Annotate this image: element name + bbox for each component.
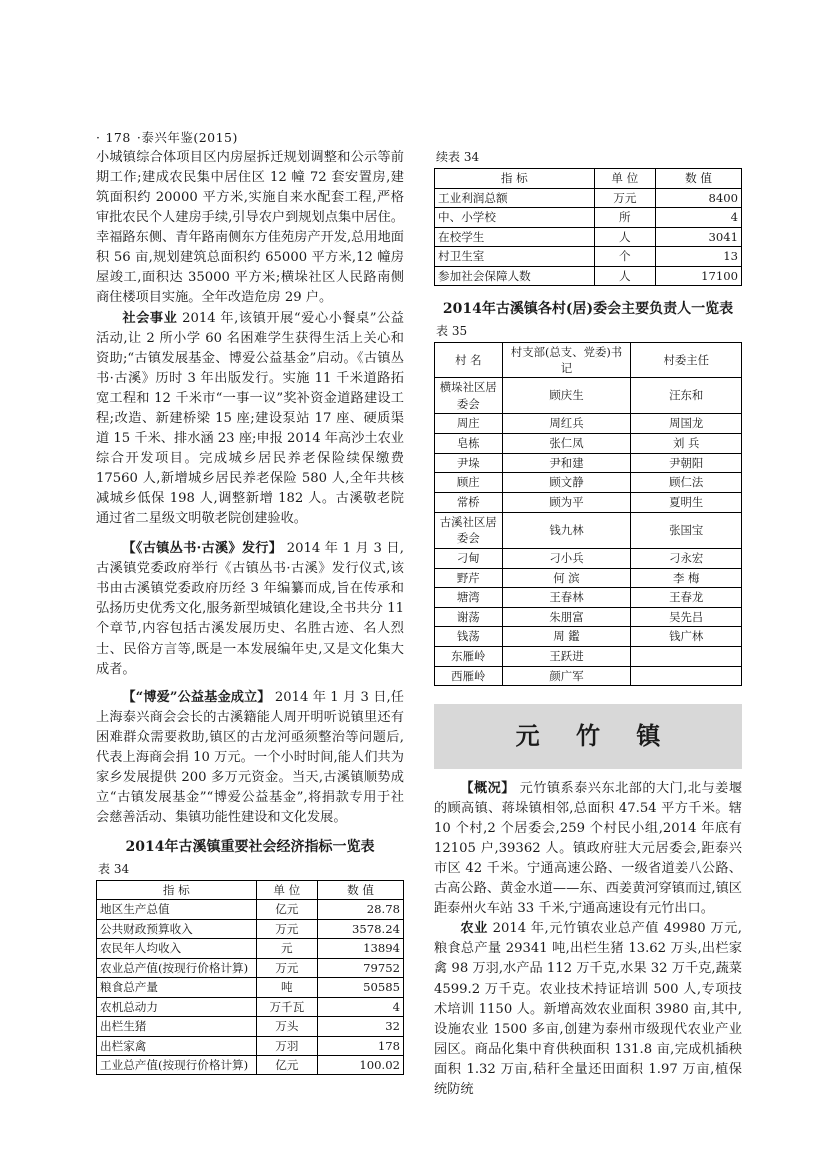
cell-village: 顾庄 xyxy=(435,473,503,493)
cell-director: 顾仁法 xyxy=(631,473,742,493)
table-row xyxy=(435,647,742,667)
cell-value: 178 xyxy=(318,1036,404,1055)
cell-indicator: 中、小学校 xyxy=(435,208,595,227)
table-row-header xyxy=(435,169,742,188)
cell-secretary: 周红兵 xyxy=(502,414,631,434)
cell-indicator: 工业总产值(按现行价格计算) xyxy=(97,1055,257,1074)
table-row xyxy=(97,1036,404,1055)
cell-indicator: 农机总动力 xyxy=(97,997,257,1016)
table-row xyxy=(435,512,742,548)
cell-director: 周国龙 xyxy=(631,414,742,434)
cell-secretary: 何 滨 xyxy=(502,568,631,588)
table-34-header-unit: 单 位 xyxy=(256,880,317,899)
cell-director: 夏明生 xyxy=(631,493,742,513)
cell-value: 50585 xyxy=(318,978,404,997)
table-35 xyxy=(434,342,742,687)
table-row xyxy=(97,997,404,1016)
cell-village: 西雁岭 xyxy=(435,666,503,686)
right-column xyxy=(434,148,742,1100)
table-row xyxy=(435,378,742,414)
table-row xyxy=(435,473,742,493)
cell-value: 28.78 xyxy=(318,900,404,919)
cell-indicator: 地区生产总值 xyxy=(97,900,257,919)
cell-indicator: 农民年人均收入 xyxy=(97,939,257,958)
cell-unit: 万头 xyxy=(256,1017,317,1036)
cell-indicator: 出栏生猪 xyxy=(97,1017,257,1036)
table-34-title: 2014年古溪镇重要社会经济指标一览表 xyxy=(125,839,375,856)
section-banner-yuanzhu-town: 元 竹 镇 xyxy=(434,704,742,768)
table-row xyxy=(435,493,742,513)
table-34-header-indicator: 指 标 xyxy=(97,880,257,899)
paragraph-continued: 小城镇综合体项目区内房屋拆迁规划调整和公示等前期工作;建成农民集中居住区 12 幢 72 套安置房,建筑面积约 20000 平方米,实施自来水配套工程,严格审批农民个人建房手续,引导农户到规划点集中居住。幸福路东侧、青年路南侧东方佳苑房产开发,总用地面积 56 亩,规划建筑总面积约 65000 平方米,12 幢房屋竣工,面积达 35000 平方米;横垛社区人民路南侧商住楼项目实施。全年改造危房 29 户。 xyxy=(96,150,404,306)
cell-director: 刁永宏 xyxy=(631,548,742,568)
cell-director xyxy=(631,647,742,667)
table-row xyxy=(435,227,742,246)
table-row xyxy=(435,453,742,473)
cell-director: 李 梅 xyxy=(631,568,742,588)
cell-value: 8400 xyxy=(656,188,742,207)
cell-unit: 人 xyxy=(594,266,655,285)
cell-director: 刘 兵 xyxy=(631,434,742,454)
table-34-number: 表 34 xyxy=(98,861,130,876)
table-35-header-director: 村委主任 xyxy=(631,342,742,377)
cell-village: 谢荡 xyxy=(435,607,503,627)
cell-indicator: 村卫生室 xyxy=(435,247,595,266)
table-35-header-village: 村 名 xyxy=(435,342,503,377)
cell-unit: 万羽 xyxy=(256,1036,317,1055)
cell-value: 13894 xyxy=(318,939,404,958)
overview-label: 【概况】 xyxy=(460,780,515,796)
cell-village: 常桥 xyxy=(435,493,503,513)
cell-secretary: 王春林 xyxy=(502,588,631,608)
cell-indicator: 农业总产值(按现行价格计算) xyxy=(97,958,257,977)
table-row xyxy=(435,666,742,686)
cell-director: 吴先吕 xyxy=(631,607,742,627)
table-row-header xyxy=(435,342,742,377)
table-34 xyxy=(96,880,404,1076)
agriculture-body: 2014 年,元竹镇农业总产值 49980 万元,粮食总产量 29341 吨,出栏生猪 13.62 万头,出栏家禽 98 万羽,水产品 112 万千克,水果 32 万千克,蔬菜 4599.2 万千克。农业技术持证培训 500 人,专项技术培训 1150 人。新增高效农业面积 3980 亩,其中,设施农业 1500 多亩,创建为泰州市级现代农业产业园区。商品化集中育供秧面积 131.8 亩,完成机插秧面积 1.32 万亩,秸秆全量还田面积 1.97 万亩,植保统防统 xyxy=(434,921,742,1097)
cell-village: 皂栋 xyxy=(435,434,503,454)
table-row xyxy=(435,588,742,608)
table-35-title: 2014年古溪镇各村(居)委会主要负责人一览表 xyxy=(442,300,734,317)
cell-director: 张国宝 xyxy=(631,512,742,548)
table-34c-header-unit: 单 位 xyxy=(594,169,655,188)
running-head-dot: · xyxy=(96,130,101,145)
table-35-header-secretary: 村支部(总支、党委)书记 xyxy=(502,342,631,377)
cell-value: 4 xyxy=(656,208,742,227)
table-row xyxy=(97,919,404,938)
table-34-continued-label: 续表 34 xyxy=(436,150,480,164)
social-affairs-body: 2014 年,该镇开展“爱心小餐桌”公益活动,让 2 所小学 60 名困难学生获得生活上关心和资助;“古镇发展基金、博爱公益基金”启动。《古镇丛书·古溪》历时 3 年出版发行。实施 11 千米道路拓宽工程和 12 千米市“一事一议”奖补资金道路建设工程;改造、新建桥梁 15 座;建设泵站 17 座、硬质渠道 15 千米、排水涵 23 座;申报 2014 年高沙土农业综合开发项目。完成城乡居民养老保险续保缴费 17560 人,新增城乡居民养老保险 580 人,全年共核减城乡低保 198 人,调整新增 182 人。古溪敬老院通过省二星级文明敬老院创建验收。 xyxy=(96,310,404,527)
cell-unit: 所 xyxy=(594,208,655,227)
cell-unit: 吨 xyxy=(256,978,317,997)
table-row xyxy=(435,414,742,434)
table-row xyxy=(97,958,404,977)
cell-secretary: 周 鑑 xyxy=(502,627,631,647)
cell-value: 79752 xyxy=(318,958,404,977)
cell-unit: 人 xyxy=(594,227,655,246)
table-34-continued xyxy=(434,168,742,286)
table-row xyxy=(97,978,404,997)
entry-guzhen-series-body: 2014 年 1 月 3 日,古溪镇党委政府举行《古镇丛书·古溪》发行仪式,该书由古溪镇党委政府历经 3 年编纂而成,旨在传承和弘扬历史优秀文化,服务新型城镇化建设,全书共分 11 个章节,内容包括古溪发展历史、名胜古迹、名人烈士、民俗方言等,既是一本发展编年史,又是文化集大成者。 xyxy=(96,541,404,677)
cell-value: 32 xyxy=(318,1017,404,1036)
cell-unit: 万元 xyxy=(594,188,655,207)
cell-indicator: 工业利润总额 xyxy=(435,188,595,207)
table-row xyxy=(97,939,404,958)
agriculture-label: 农业 xyxy=(460,921,488,937)
cell-unit: 万元 xyxy=(256,958,317,977)
cell-village: 刁甸 xyxy=(435,548,503,568)
table-34-continued-block xyxy=(434,148,742,286)
cell-village: 钱荡 xyxy=(435,627,503,647)
cell-village: 野芹 xyxy=(435,568,503,588)
table-35-number: 表 35 xyxy=(436,323,468,338)
entry-boai-fund-title: 【“博爱”公益基金成立】 xyxy=(122,689,271,705)
cell-village: 东雁岭 xyxy=(435,647,503,667)
cell-value: 3578.24 xyxy=(318,919,404,938)
entry-boai-fund xyxy=(96,688,404,828)
table-34c-header-value: 数 值 xyxy=(656,169,742,188)
cell-secretary: 张仁凤 xyxy=(502,434,631,454)
book-title: ·泰兴年鉴(2015) xyxy=(136,130,238,145)
cell-director: 尹朝阳 xyxy=(631,453,742,473)
table-row xyxy=(435,266,742,285)
entry-guzhen-series-title: 【《古镇丛书·古溪》发行】 xyxy=(122,541,283,557)
cell-value: 3041 xyxy=(656,227,742,246)
cell-secretary: 顾庆生 xyxy=(502,378,631,414)
cell-director xyxy=(631,666,742,686)
cell-secretary: 钱九林 xyxy=(502,512,631,548)
cell-village: 周庄 xyxy=(435,414,503,434)
entry-boai-fund-body: 2014 年 1 月 3 日,任上海泰兴商会会长的古溪籍能人周开明听说镇里还有困难群众需要救助,镇区的古龙河亟须整治等问题后,代表上海商会捐 10 万元。一个小时时间,能人们共为家乡发展提供 200 多万元资金。当天,古溪镇顺势成立“古镇发展基金”“博爱公益基金”,将捐款专用于社会慈善活动、集镇功能性建设和文化发展。 xyxy=(96,689,404,825)
left-column xyxy=(96,148,404,1075)
cell-secretary: 顾文静 xyxy=(502,473,631,493)
cell-director: 汪东和 xyxy=(631,378,742,414)
table-row xyxy=(435,568,742,588)
cell-indicator: 公共财政预算收入 xyxy=(97,919,257,938)
cell-village: 横垛社区居委会 xyxy=(435,378,503,414)
running-head xyxy=(96,128,238,146)
cell-indicator: 粮食总产量 xyxy=(97,978,257,997)
agriculture-paragraph xyxy=(434,919,742,1100)
table-34c-header-indicator: 指 标 xyxy=(435,169,595,188)
cell-secretary: 王跃进 xyxy=(502,647,631,667)
cell-unit: 万元 xyxy=(256,919,317,938)
cell-secretary: 颜广军 xyxy=(502,666,631,686)
cell-value: 13 xyxy=(656,247,742,266)
table-35-block xyxy=(434,300,742,686)
table-row xyxy=(97,1055,404,1074)
cell-unit: 元 xyxy=(256,939,317,958)
table-34-block xyxy=(96,838,404,1075)
cell-value: 17100 xyxy=(656,266,742,285)
cell-indicator: 参加社会保障人数 xyxy=(435,266,595,285)
cell-secretary: 刁小兵 xyxy=(502,548,631,568)
cell-indicator: 在校学生 xyxy=(435,227,595,246)
entry-guzhen-series xyxy=(96,539,404,679)
overview-body: 元竹镇系泰兴东北部的大门,北与姜堰的顾高镇、蒋垛镇相邻,总面积 47.54 平方千米。辖 10 个村,2 个居委会,259 个村民小组,2014 年底有 12105 户,39362 人。镇政府驻大元居委会,距泰兴市区 42 千米。宁通高速公路、一级省道姜八公路、古高公路、黄金水道——东、西姜黄河穿镇而过,镇区距泰州火车站 33 千米,宁通高速设有元竹出口。 xyxy=(434,780,743,917)
table-row xyxy=(435,188,742,207)
table-row xyxy=(435,627,742,647)
table-row xyxy=(435,247,742,266)
cell-secretary: 尹和建 xyxy=(502,453,631,473)
cell-unit: 亿元 xyxy=(256,900,317,919)
cell-village: 尹垛 xyxy=(435,453,503,473)
overview-paragraph xyxy=(434,779,742,919)
table-row xyxy=(435,548,742,568)
cell-value: 4 xyxy=(318,997,404,1016)
table-row xyxy=(435,607,742,627)
table-row xyxy=(435,434,742,454)
cell-unit: 亿元 xyxy=(256,1055,317,1074)
cell-secretary: 朱朋富 xyxy=(502,607,631,627)
table-row xyxy=(97,1017,404,1036)
cell-unit: 万千瓦 xyxy=(256,997,317,1016)
cell-unit: 个 xyxy=(594,247,655,266)
cell-director: 钱广林 xyxy=(631,627,742,647)
cell-village: 古溪社区居委会 xyxy=(435,512,503,548)
page-number: 178 xyxy=(105,130,131,145)
table-34-header-value: 数 值 xyxy=(318,880,404,899)
table-row xyxy=(435,208,742,227)
cell-director: 王春龙 xyxy=(631,588,742,608)
cell-value: 100.02 xyxy=(318,1055,404,1074)
table-row xyxy=(97,900,404,919)
cell-village: 塘湾 xyxy=(435,588,503,608)
table-row-header xyxy=(97,880,404,899)
cell-indicator: 出栏家禽 xyxy=(97,1036,257,1055)
cell-secretary: 顾为平 xyxy=(502,493,631,513)
social-affairs-label: 社会事业 xyxy=(122,310,178,326)
paragraph-social-affairs xyxy=(96,309,404,530)
